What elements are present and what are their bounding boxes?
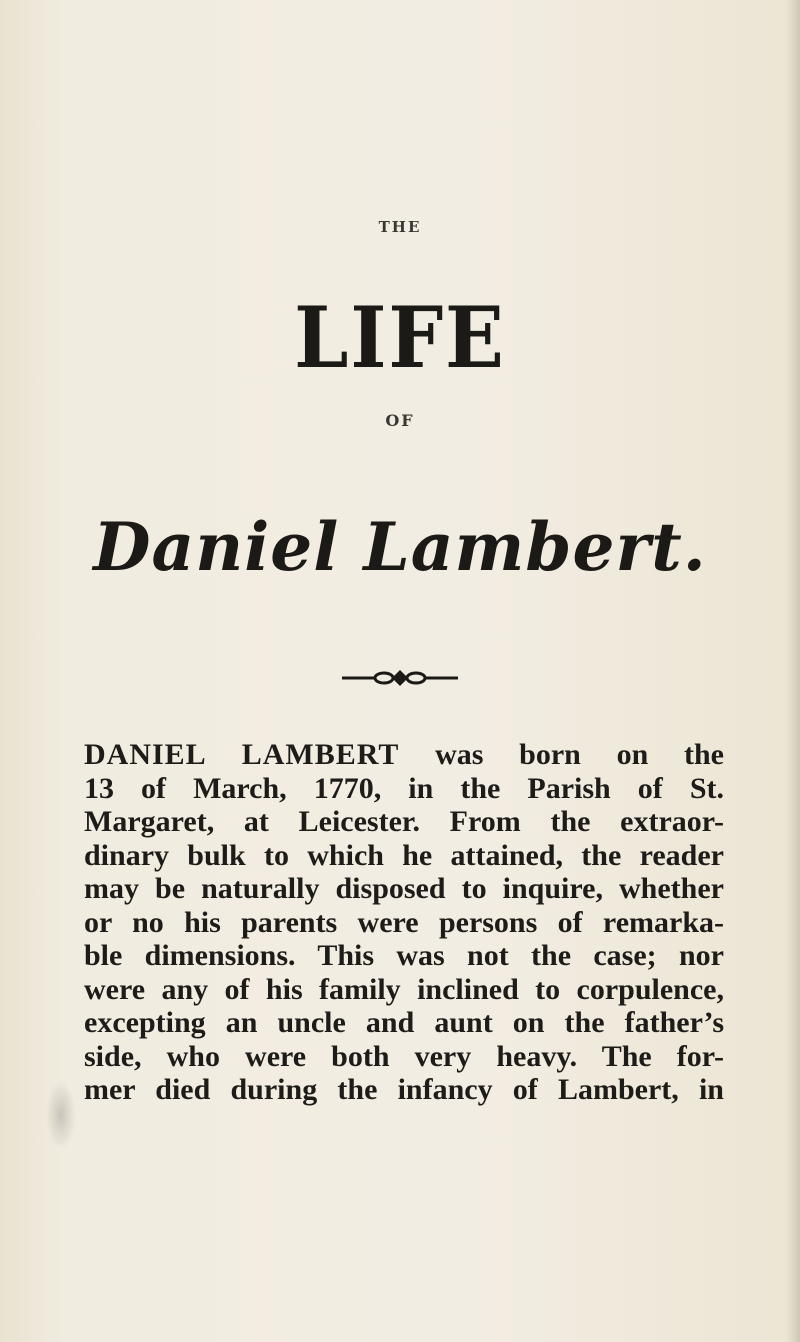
text-line: ble dimensions. This was not the case; nor bbox=[84, 939, 724, 972]
text-line: were any of his family inclined to corpulence, bbox=[84, 972, 724, 1006]
name-caps: DANIEL LAMBERT bbox=[84, 738, 400, 771]
text-line: mer died during the infancy of Lambert, in bbox=[84, 1073, 724, 1106]
text-line: side, who were both very heavy. The for- bbox=[84, 1039, 724, 1073]
text-line bbox=[84, 738, 724, 772]
text-line: or no his parents were persons of remarka- bbox=[84, 905, 724, 939]
text-line-rest: was born on the bbox=[399, 738, 724, 771]
page-gutter-shadow bbox=[786, 0, 800, 1342]
title-the: THE bbox=[378, 218, 422, 236]
body-paragraph bbox=[84, 738, 724, 1107]
text-line: Margaret, at Leicester. From the extraor- bbox=[84, 805, 724, 838]
title-subject-name: Daniel Lambert. bbox=[93, 508, 707, 586]
title-life: LIFE bbox=[294, 288, 506, 387]
text-line: excepting an uncle and aunt on the father’s bbox=[84, 1006, 724, 1039]
title-of: OF bbox=[385, 411, 415, 430]
ornament-divider-icon bbox=[340, 669, 460, 687]
text-line: may be naturally disposed to inquire, whether bbox=[84, 872, 724, 905]
text-line: 13 of March, 1770, in the Parish of St. bbox=[84, 771, 724, 805]
page-smudge bbox=[46, 1080, 76, 1150]
text-line: dinary bulk to which he attained, the reader bbox=[84, 838, 724, 872]
